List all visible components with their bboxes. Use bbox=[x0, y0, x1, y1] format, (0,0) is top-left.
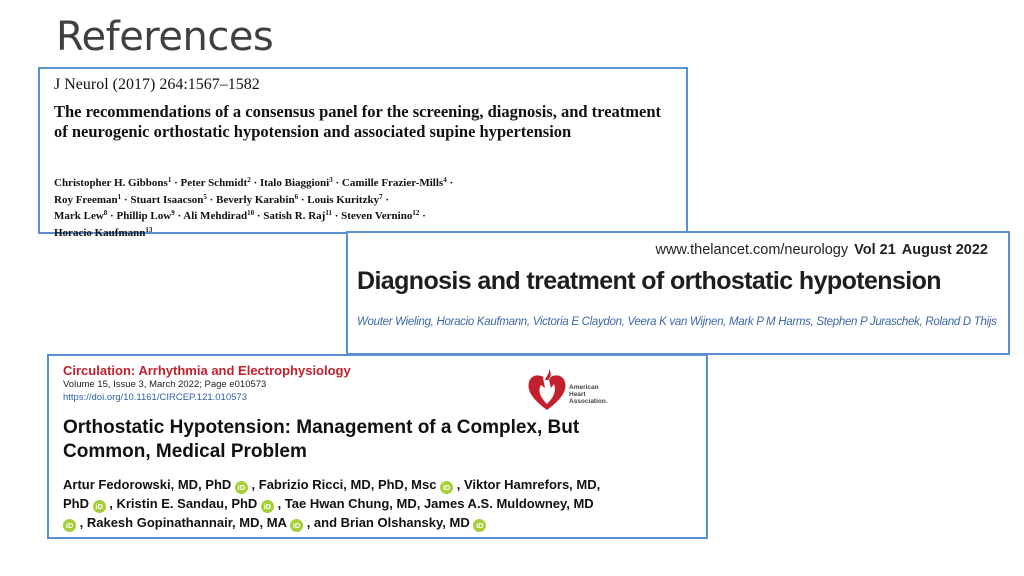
journal-url: www.thelancet.com/neurology bbox=[655, 242, 849, 258]
author: Mark Lew bbox=[54, 210, 104, 222]
orcid-icon[interactable]: iD bbox=[235, 481, 248, 494]
reference-card-circulation bbox=[47, 354, 708, 539]
author: and Brian Olshansky, MD bbox=[313, 515, 470, 530]
author: Ali Mehdirad bbox=[183, 210, 248, 222]
orcid-icon[interactable]: iD bbox=[473, 519, 486, 532]
orcid-icon[interactable]: iD bbox=[93, 500, 106, 513]
aha-logo bbox=[525, 364, 625, 414]
author-list: Wouter Wieling, Horacio Kaufmann, Victoria E Claydon, Veera K van Wijnen, Mark P M Harms, Stephen P Juraschek, Roland D Thijs bbox=[357, 316, 997, 328]
issue-date: August 2022 bbox=[901, 242, 988, 258]
reference-card-lancet bbox=[346, 231, 1010, 355]
author: Rakesh Gopinathannair, MD, MA bbox=[86, 515, 287, 530]
citation: J Neurol (2017) 264:1567–1582 bbox=[54, 76, 260, 93]
orcid-icon[interactable]: iD bbox=[63, 519, 76, 532]
slide-title: References bbox=[56, 14, 274, 60]
author: Horacio Kaufmann bbox=[54, 226, 146, 239]
volume: Vol 21 bbox=[854, 242, 896, 258]
author: Phillip Low bbox=[116, 210, 172, 222]
orcid-icon[interactable]: iD bbox=[261, 500, 274, 513]
author: Roy Freeman bbox=[54, 193, 118, 206]
author: Italo Biaggioni bbox=[259, 177, 330, 189]
volume-info: Volume 15, Issue 3, March 2022; Page e010573 bbox=[63, 379, 267, 390]
author: Christopher H. Gibbons bbox=[54, 177, 168, 189]
doi-link[interactable]: https://doi.org/10.1161/CIRCEP.121.010573 bbox=[63, 392, 247, 403]
author: Kristin E. Sandau, PhD bbox=[116, 496, 258, 511]
author: Artur Fedorowski, MD, PhD bbox=[63, 477, 232, 492]
author: Viktor Hamrefors, MD, PhD bbox=[63, 477, 601, 511]
author: Tae Hwan Chung, MD, James A.S. Muldowney, MD bbox=[284, 496, 594, 511]
article-title: The recommendations of a consensus panel for the screening, diagnosis, and treatment of neurogenic orthostatic hypotension and associated supine hypertension bbox=[54, 102, 662, 141]
journal-name: Circulation: Arrhythmia and Electrophysiology bbox=[63, 363, 351, 378]
author: Stuart Isaacson bbox=[130, 193, 204, 206]
author: Steven Vernino bbox=[341, 210, 413, 222]
author: Peter Schmidt bbox=[180, 177, 248, 189]
journal-header bbox=[655, 242, 988, 258]
author: Camille Frazier-Mills bbox=[341, 177, 444, 189]
heart-torch-icon bbox=[525, 364, 569, 414]
logo-text: American Heart Association. bbox=[569, 384, 608, 405]
author: Beverly Karabin bbox=[216, 193, 295, 206]
article-title: Orthostatic Hypotension: Management of a Complex, But Common, Medical Problem bbox=[63, 417, 580, 462]
reference-card-jneurol bbox=[38, 67, 688, 239]
author: Louis Kuritzky bbox=[307, 193, 380, 206]
author: Satish R. Raj bbox=[263, 210, 326, 222]
author: Fabrizio Ricci, MD, PhD, Msc bbox=[258, 477, 437, 492]
author-list: Artur Fedorowski, MD, PhD iD , Fabrizio Ricci, MD, PhD, Msc iD , Viktor Hamrefors, MD, PhD iD , Kristin E. Sandau, PhD iD , Tae Hwan Chung, MD, James A.S. Muldowney, MD iD , Rakesh Gopinathannair, MD, MA iD , and Brian Olshansky, MD iD bbox=[63, 477, 601, 530]
author-list: Christopher H. Gibbons$^1$ · Peter Schmidt$^2$ · Italo Biaggioni$^3$ · Camille Frazier-Mills$^4$ · Roy Freeman$^1$ · Stuart Isaacson$^5$ · Beverly Karabin$^6$ · Louis Kuritzky$^7$ · Mark Lew$^8$ · Phillip Low$^9$ · Ali Mehdirad$^{10}$ · Satish R. Raj$^{11}$ · Steven Vernino$^{12}$ · Horacio Kaufmann$^{13}$ bbox=[54, 176, 454, 239]
orcid-icon[interactable]: iD bbox=[290, 519, 303, 532]
orcid-icon[interactable]: iD bbox=[440, 481, 453, 494]
article-title: Diagnosis and treatment of orthostatic hypotension bbox=[357, 267, 941, 295]
